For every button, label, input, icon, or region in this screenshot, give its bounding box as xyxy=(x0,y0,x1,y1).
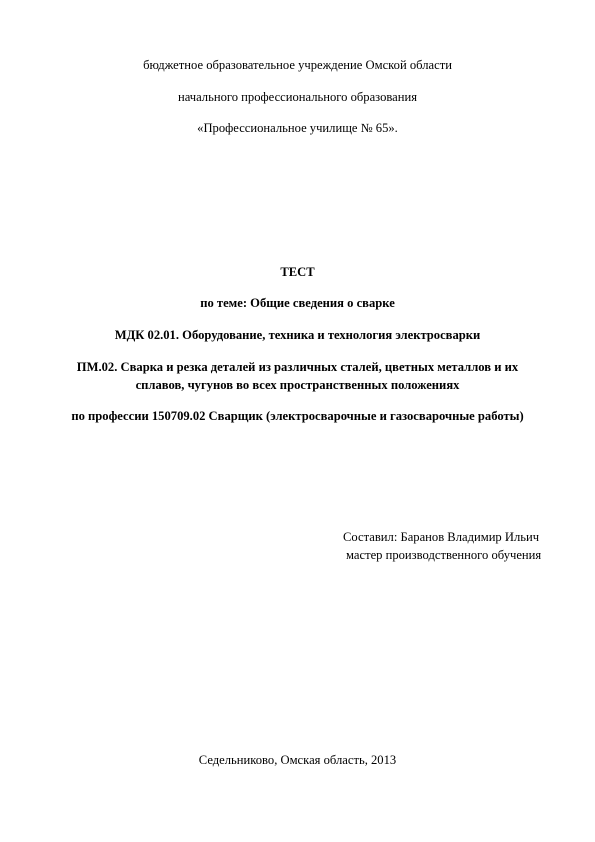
mdk-line: МДК 02.01. Оборудование, техника и технология электросварки xyxy=(114,328,481,342)
place-year: Седельниково, Омская область, 2013 xyxy=(198,753,397,767)
pm-line-1: ПМ.02. Сварка и резка деталей из различных сталей, цветных металлов и их xyxy=(76,360,519,374)
institution-line-1: бюджетное образовательное учреждение Омской области xyxy=(143,58,452,72)
profession-line: по профессии 150709.02 Сварщик (электросварочные и газосварочные работы) xyxy=(71,409,524,423)
document-title: ТЕСТ xyxy=(280,265,315,279)
institution-line-2: начального профессионального образования xyxy=(177,90,418,104)
pm-line-2: сплавов, чугунов во всех пространственных положениях xyxy=(135,378,460,392)
author-name: Составил: Баранов Владимир Ильич xyxy=(343,530,540,544)
institution-line-3: «Профессиональное училище № 65». xyxy=(197,121,398,135)
author-position: мастер производственного обучения xyxy=(346,548,542,562)
topic-line: по теме: Общие сведения о сварке xyxy=(200,296,395,310)
